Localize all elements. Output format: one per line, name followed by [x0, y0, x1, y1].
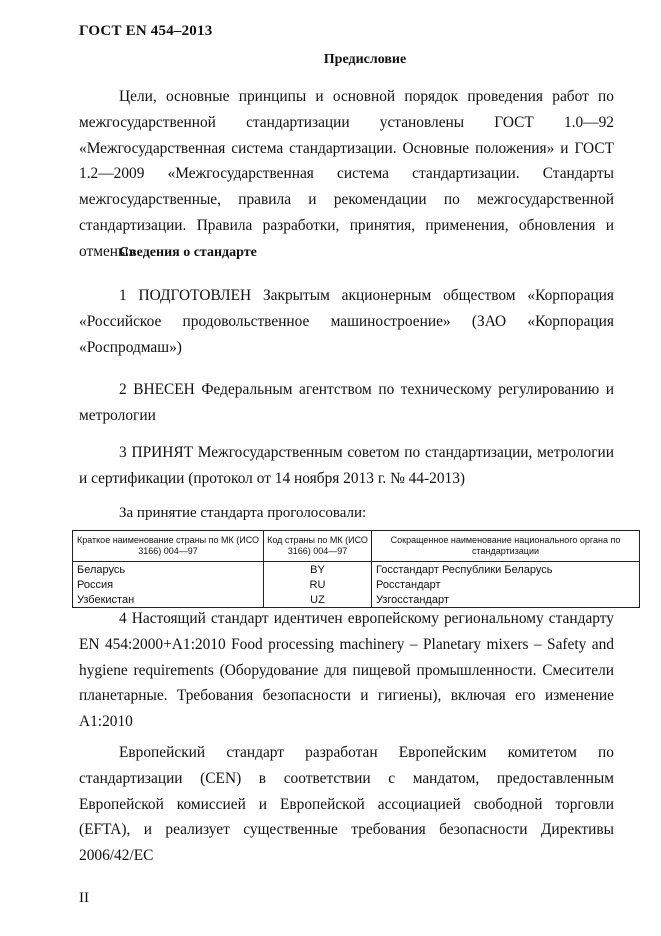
cell-country: Узбекистан [73, 592, 264, 608]
table-header-row [73, 531, 640, 562]
cell-code: BY [264, 562, 372, 578]
item-prepared: 1 ПОДГОТОВЛЕН Закрытым акционерным обществом «Корпорация «Российское продовольственное машиностроение» (ЗАО «Корпорация «Роспродмаш») [79, 287, 614, 356]
cell-code: UZ [264, 592, 372, 608]
cell-body: Росстандарт [372, 577, 640, 592]
column-header-code: Код страны по МК (ИСО 3166) 004—97 [264, 531, 372, 562]
table-caption: За принятие стандарта проголосовали: [119, 505, 367, 521]
item-identical-standard: 4 Настоящий стандарт идентичен европейскому региональному стандарту EN 454:2000+A1:2010 Food processing machinery – Planetary mixers – Safety and hygiene requirements (Оборудование для пищевой промышленности. Смесители планетарные. Требования безопасности и гигиены), включая его изменение A1:2010 [79, 610, 614, 731]
cell-country: Россия [73, 577, 264, 592]
document-code: ГОСТ EN 454–2013 [79, 23, 213, 39]
european-standard-paragraph: Европейский стандарт разработан Европейским комитетом по стандартизации (CEN) в соответствии с мандатом, предоставленным Европейской комиссией и Европейской ассоциацией свободной торговли (EFTA), и реализует существенные требования безопасности Директивы 2006/42/ЕС [79, 744, 614, 865]
table-row [73, 562, 640, 578]
cell-code: RU [264, 577, 372, 592]
table-row [73, 577, 640, 592]
cell-body: Узгосстандарт [372, 592, 640, 608]
intro-paragraph: Цели, основные принципы и основной порядок проведения работ по межгосударственной стандартизации установлены ГОСТ 1.0—92 «Межгосударственная система стандартизации. Основные положения» и ГОСТ 1.2—2009 «Межгосударственная система стандартизации. Стандарты межгосударственные, правила и рекомендации по межгосударственной стандартизации. Правила разработки, принятия, применения, обновления и отмены» [79, 88, 614, 260]
page-number: II [79, 890, 89, 906]
voting-table [72, 530, 640, 608]
column-header-body: Сокращенное наименование национального органа по стандартизации [372, 531, 640, 562]
section-title: Сведения о стандарте [119, 245, 257, 260]
cell-country: Беларусь [73, 562, 264, 578]
column-header-country: Краткое наименование страны по МК (ИСО 3166) 004—97 [73, 531, 264, 562]
item-introduced: 2 ВНЕСЕН Федеральным агентством по техническому регулированию и метрологии [79, 381, 614, 424]
item-adopted: 3 ПРИНЯТ Межгосударственным советом по стандартизации, метрологии и сертификации (протокол от 14 ноября 2013 г. № 44-2013) [79, 444, 614, 487]
cell-body: Госстандарт Республики Беларусь [372, 562, 640, 578]
page-title: Предисловие [323, 52, 407, 67]
